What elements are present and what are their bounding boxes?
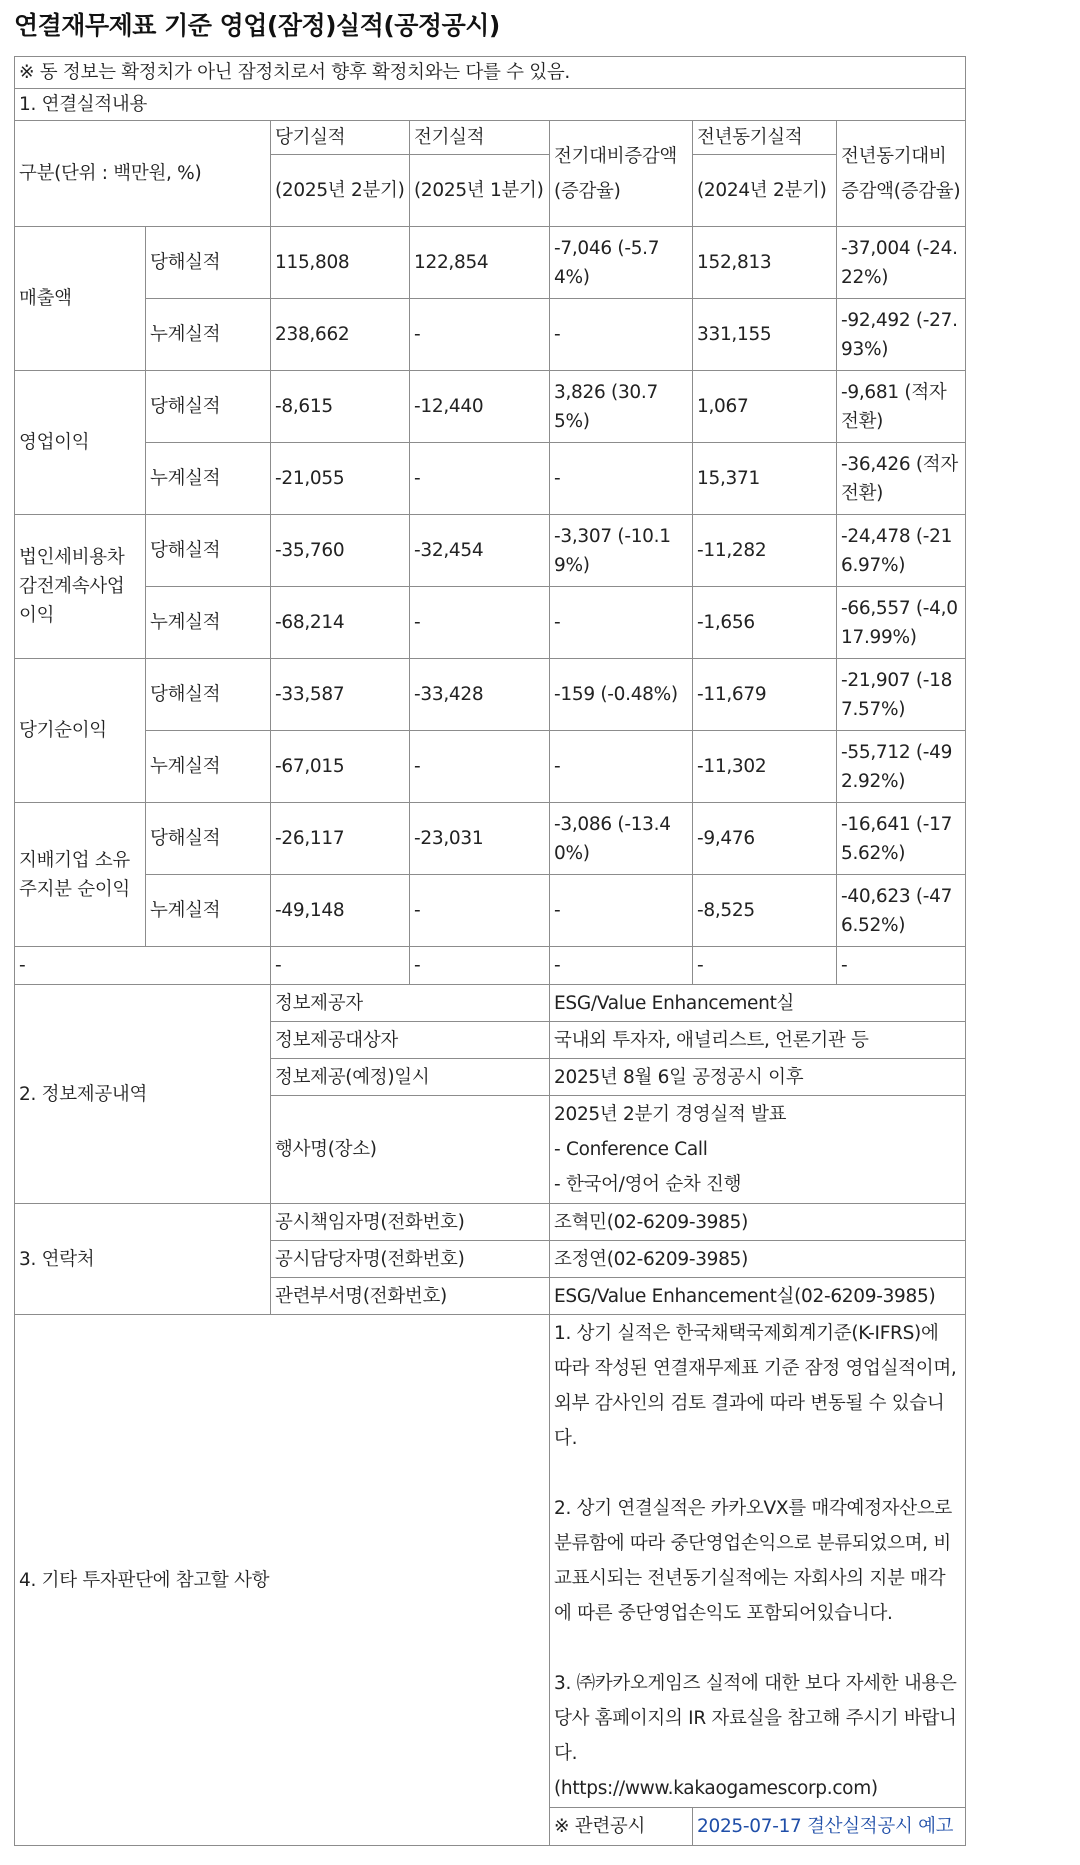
cell-previous: -33,428 (410, 659, 550, 731)
event-line: 2025년 2분기 경영실적 발표 (554, 1104, 787, 1125)
row-item-label: 지배기업 소유주지분 순이익 (15, 803, 146, 947)
target-label: 정보제공대상자 (271, 1022, 550, 1059)
cell-yoy: -11,302 (693, 731, 837, 803)
cell-previous: - (410, 731, 550, 803)
cell-previous: 122,854 (410, 227, 550, 299)
manager-label: 공시담당자명(전화번호) (271, 1241, 550, 1278)
page-title: 연결재무제표 기준 영업(잠정)실적(공정공시) (14, 11, 500, 40)
notes-cell (550, 1315, 966, 1808)
cell-yoy-change: -9,681 (적자전환) (837, 371, 966, 443)
cell-current: -26,117 (271, 803, 410, 875)
row-item-label: 영업이익 (15, 371, 146, 515)
cell-yoy-change: -66,557 (-4,017.99%) (837, 587, 966, 659)
cell-yoy-change: -55,712 (-492.92%) (837, 731, 966, 803)
cell-yoy: 15,371 (693, 443, 837, 515)
cell-qoq: - (550, 731, 693, 803)
row-type-label: 누계실적 (146, 587, 271, 659)
header-previous-period: (2025년 1분기) (410, 155, 550, 227)
cell-current: -33,587 (271, 659, 410, 731)
event-label: 행사명(장소) (271, 1096, 550, 1204)
section1-title: 1. 연결실적내용 (15, 89, 966, 121)
cell-yoy: -11,282 (693, 515, 837, 587)
row-type-label: 누계실적 (146, 443, 271, 515)
cell-previous: -32,454 (410, 515, 550, 587)
dash-cell: - (837, 947, 966, 985)
cell-yoy-change: -16,641 (-175.62%) (837, 803, 966, 875)
cell-current: -8,615 (271, 371, 410, 443)
cell-previous: - (410, 875, 550, 947)
cell-yoy-change: -40,623 (-476.52%) (837, 875, 966, 947)
cell-qoq: - (550, 875, 693, 947)
row-type-label: 누계실적 (146, 731, 271, 803)
cell-previous: -12,440 (410, 371, 550, 443)
cell-yoy-change: -21,907 (-187.57%) (837, 659, 966, 731)
homepage-url: (https://www.kakaogamescorp.com) (554, 1778, 878, 1799)
cell-previous: - (410, 299, 550, 371)
section4-title: 4. 기타 투자판단에 참고할 사항 (15, 1315, 550, 1846)
row-type-label: 당해실적 (146, 515, 271, 587)
row-type-label: 당해실적 (146, 371, 271, 443)
cell-qoq: 3,826 (30.75%) (550, 371, 693, 443)
header-current: 당기실적 (271, 121, 410, 155)
disclosure-table (14, 56, 966, 1846)
officer-label: 공시책임자명(전화번호) (271, 1204, 550, 1241)
cell-current: -35,760 (271, 515, 410, 587)
header-yoy-change: 전년동기대비증감액(증감율) (837, 121, 966, 227)
date-value: 2025년 8월 6일 공정공시 이후 (550, 1059, 966, 1096)
provider-value: ESG/Value Enhancement실 (550, 985, 966, 1022)
row-type-label: 누계실적 (146, 875, 271, 947)
cell-current: 238,662 (271, 299, 410, 371)
cell-qoq: -7,046 (-5.74%) (550, 227, 693, 299)
dash-cell: - (271, 947, 410, 985)
section2-title: 2. 정보제공내역 (15, 985, 271, 1204)
cell-yoy: 1,067 (693, 371, 837, 443)
header-previous: 전기실적 (410, 121, 550, 155)
cell-yoy-change: -37,004 (-24.22%) (837, 227, 966, 299)
event-line: - 한국어/영어 순차 진행 (554, 1174, 742, 1195)
note-2: 2. 상기 연결실적은 카카오VX를 매각예정자산으로 분류함에 따라 중단영업손익으로 분류되었으며, 비교표시되는 전년동기실적에는 자회사의 지분 매각에 따른 중단영업손익도 포함되어있습니다. (554, 1498, 952, 1624)
manager-value: 조정연(02-6209-3985) (550, 1241, 966, 1278)
cell-yoy: 152,813 (693, 227, 837, 299)
dash-cell: - (410, 947, 550, 985)
row-type-label: 누계실적 (146, 299, 271, 371)
cell-yoy: 331,155 (693, 299, 837, 371)
cell-yoy: -11,679 (693, 659, 837, 731)
cell-qoq: -3,086 (-13.40%) (550, 803, 693, 875)
event-value (550, 1096, 966, 1204)
date-label: 정보제공(예정)일시 (271, 1059, 550, 1096)
dash-cell: - (15, 947, 271, 985)
cell-qoq: - (550, 587, 693, 659)
cell-current: -68,214 (271, 587, 410, 659)
cell-yoy: -9,476 (693, 803, 837, 875)
cell-qoq: -159 (-0.48%) (550, 659, 693, 731)
row-type-label: 당해실적 (146, 803, 271, 875)
cell-yoy: -1,656 (693, 587, 837, 659)
dash-cell: - (550, 947, 693, 985)
provider-label: 정보제공자 (271, 985, 550, 1022)
related-label: ※ 관련공시 (550, 1808, 693, 1846)
note-1: 1. 상기 실적은 한국채택국제회계기준(K-IFRS)에 따라 작성된 연결재무제표 기준 잠정 영업실적이며, 외부 감사인의 검토 결과에 따라 변동될 수 있습니다. (554, 1323, 957, 1449)
cell-yoy-change: -36,426 (적자전환) (837, 443, 966, 515)
officer-value: 조혁민(02-6209-3985) (550, 1204, 966, 1241)
related-disclosure-link[interactable]: 2025-07-17 결산실적공시 예고 (697, 1816, 954, 1837)
cell-yoy: -8,525 (693, 875, 837, 947)
dash-cell: - (693, 947, 837, 985)
header-qoq: 전기대비증감액(증감율) (550, 121, 693, 227)
cell-current: 115,808 (271, 227, 410, 299)
row-type-label: 당해실적 (146, 227, 271, 299)
cell-previous: -23,031 (410, 803, 550, 875)
cell-yoy-change: -92,492 (-27.93%) (837, 299, 966, 371)
header-category: 구분(단위 : 백만원, %) (15, 121, 271, 227)
cell-yoy-change: -24,478 (-216.97%) (837, 515, 966, 587)
row-type-label: 당해실적 (146, 659, 271, 731)
row-item-label: 당기순이익 (15, 659, 146, 803)
cell-current: -21,055 (271, 443, 410, 515)
cell-previous: - (410, 443, 550, 515)
target-value: 국내외 투자자, 애널리스트, 언론기관 등 (550, 1022, 966, 1059)
row-item-label: 매출액 (15, 227, 146, 371)
dept-label: 관련부서명(전화번호) (271, 1278, 550, 1315)
event-line: - Conference Call (554, 1139, 708, 1160)
related-link-cell (693, 1808, 966, 1846)
cell-previous: - (410, 587, 550, 659)
header-current-period: (2025년 2분기) (271, 155, 410, 227)
header-yoy-actual: 전년동기실적 (693, 121, 837, 155)
cell-current: -49,148 (271, 875, 410, 947)
cell-qoq: - (550, 299, 693, 371)
header-yoy-period: (2024년 2분기) (693, 155, 837, 227)
notice-cell: ※ 동 정보는 확정치가 아닌 잠정치로서 향후 확정치와는 다를 수 있음. (15, 57, 966, 89)
row-item-label: 법인세비용차감전계속사업이익 (15, 515, 146, 659)
cell-qoq: -3,307 (-10.19%) (550, 515, 693, 587)
section3-title: 3. 연락처 (15, 1204, 271, 1315)
note-3: 3. ㈜카카오게임즈 실적에 대한 보다 자세한 내용은 당사 홈페이지의 IR 자료실을 참고해 주시기 바랍니다. (554, 1673, 957, 1764)
dept-value: ESG/Value Enhancement실(02-6209-3985) (550, 1278, 966, 1315)
cell-qoq: - (550, 443, 693, 515)
cell-current: -67,015 (271, 731, 410, 803)
